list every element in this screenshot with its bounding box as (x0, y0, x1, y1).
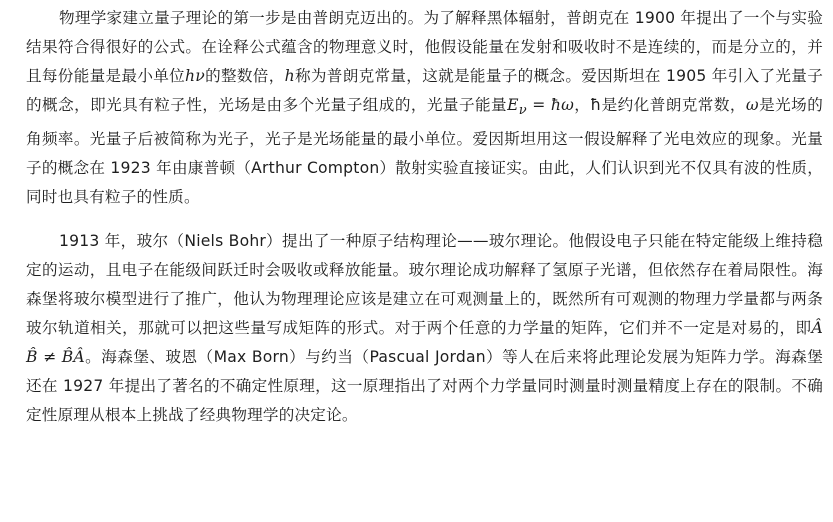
text-run: 的整数倍， (204, 67, 285, 85)
inline-math: h (284, 67, 295, 85)
document-body (26, 4, 823, 430)
text-run: ，ħ是约化普朗克常数， (574, 96, 746, 114)
text-run: 物理学家建立量子理论的第一步是由普朗克迈出的。为了解释黑体辐射，普朗克在 1900 年提出了一个与实验结果符合得很好的公式。在诠释公式蕴含的物理意义时，他假设能量在发射和吸收时不是连续的，而是分立的，并且每份能量是最小单位 (26, 9, 823, 85)
inline-math: ÂB̂ ≠ B̂Â (26, 319, 823, 367)
inline-math: E (507, 96, 519, 114)
inline-math: ν (518, 103, 527, 119)
body-paragraph (26, 4, 823, 212)
inline-math: hν (185, 67, 205, 85)
text-run: 。海森堡、玻恩（Max Born）与约当（Pascual Jordan）等人在后来将此理论发展为矩阵力学。海森堡还在 1927 年提出了著名的不确定性原理，这一原理指出了对两个力学量同时测量时测量精度上存在的限制。不确定性原理从根本上挑战了经典物理学的决定论。 (26, 348, 824, 425)
body-paragraph (26, 227, 823, 430)
inline-math: = ħω (526, 96, 575, 114)
text-run: 1913 年，玻尔（Niels Bohr）提出了一种原子结构理论——玻尔理论。他假设电子只能在特定能级上维持稳定的运动，且电子在能级间跃迁时会吸收或释放能量。玻尔理论成功解释了氢原子光谱，但依然存在着局限性。海森堡将玻尔模型进行了推广，他认为物理理论应该是建立在可观测量上的，既然所有可观测的物理力学量都与两条玻尔轨道相关，那就可以把这些量写成矩阵的形式。对于两个任意的力学量的矩阵，它们并不一定是对易的，即 (26, 232, 823, 338)
text-run: 称为普朗克常量，这就是能量子的概念。爱因斯坦在 1905 年引入了光量子的概念，即光具有粒子性，光场是由多个光量子组成的，光量子能量 (26, 67, 823, 114)
text-run: 是光场的角频率。光量子后被简称为光子，光子是光场能量的最小单位。爱因斯坦用这一假设解释了光电效应的现象。光量子的概念在 1923 年由康普顿（Arthur Compton）散射实验直接证实。由此，人们认识到光不仅具有波的性质，同时也具有粒子的性质。 (26, 96, 823, 207)
inline-math: ω (745, 96, 759, 114)
